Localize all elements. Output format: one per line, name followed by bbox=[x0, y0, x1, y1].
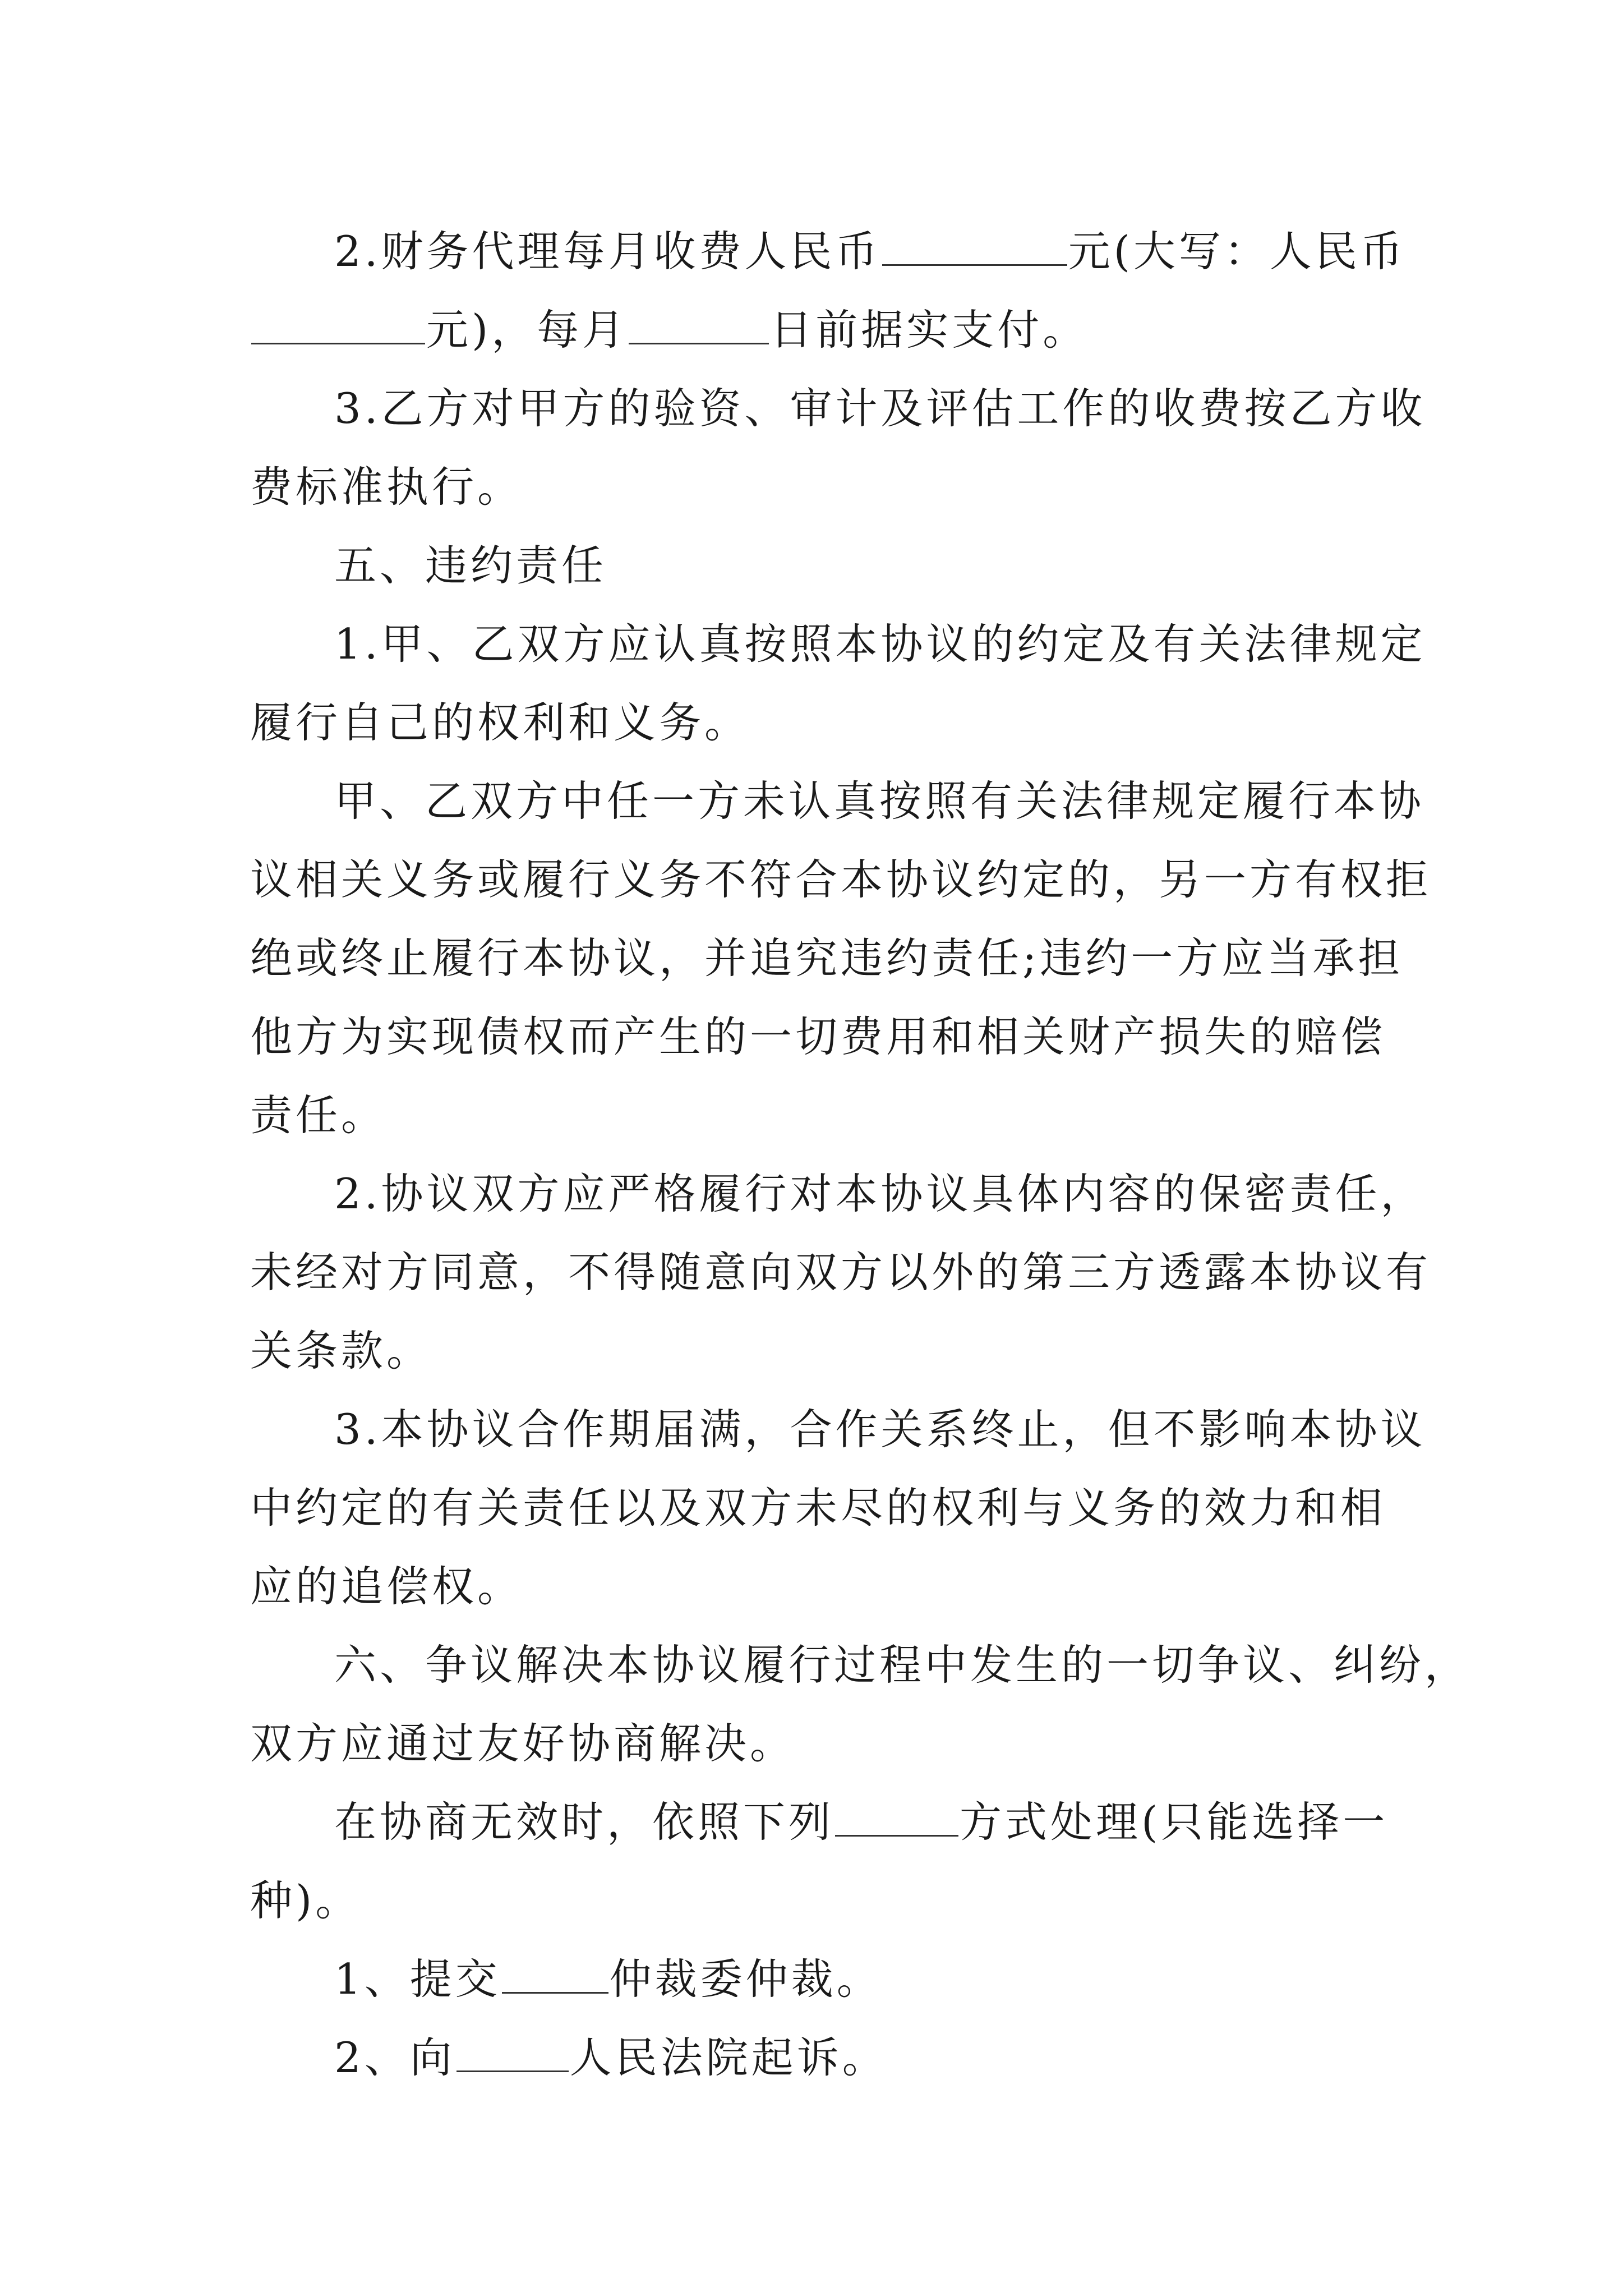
arbitration-blank bbox=[502, 1953, 608, 1994]
expiry-line-2: 中约定的有关责任以及双方未尽的权利与义务的效力和相 bbox=[250, 1483, 1386, 1533]
arbitration-text: 仲裁委仲裁。 bbox=[609, 1954, 882, 2004]
dispute-method-text: 在协商无效时，依照下列 bbox=[334, 1797, 834, 1847]
fee-clause-text: 元)，每月 bbox=[426, 305, 628, 355]
amount-blank bbox=[882, 225, 1067, 266]
confidentiality-line-3: 关条款。 bbox=[250, 1326, 432, 1375]
fee-clause-text: 元(大写：人民币 bbox=[1068, 227, 1406, 276]
audit-fee-line-1: 3.乙方对甲方的验资、审计及评估工作的收费按乙方收 bbox=[334, 384, 1426, 433]
liability-1-line-1: 1.甲、乙双方应认真按照本协议的约定及有关法律规定 bbox=[334, 619, 1426, 669]
dispute-method-line-1 bbox=[250, 1783, 1389, 1861]
court-option bbox=[250, 2018, 1377, 2097]
fee-clause-line-1 bbox=[250, 212, 1406, 291]
breach-line-3: 绝或终止履行本协议，并追究违约责任;违约一方应当承担 bbox=[250, 933, 1404, 983]
breach-line-2: 议相关义务或履行义务不符合本协议约定的，另一方有权拒 bbox=[250, 855, 1432, 904]
expiry-line-1: 3.本协议合作期届满，合作关系终止，但不影响本协议 bbox=[334, 1405, 1426, 1454]
fee-clause-text: 日前据实支付。 bbox=[770, 305, 1089, 355]
audit-fee-line-2: 费标准执行。 bbox=[250, 462, 523, 512]
fee-clause-line-2 bbox=[250, 291, 1377, 369]
breach-line-5: 责任。 bbox=[250, 1091, 387, 1140]
breach-line-4: 他方为实现债权而产生的一切费用和相关财产损失的赔偿 bbox=[250, 1012, 1386, 1061]
confidentiality-line-2: 未经对方同意，不得随意向双方以外的第三方透露本协议有 bbox=[250, 1248, 1432, 1297]
breach-line-1: 甲、乙双方中任一方未认真按照有关法律规定履行本协 bbox=[334, 776, 1425, 826]
document-body bbox=[250, 212, 1470, 2097]
dispute-line-1: 六、争议解决本协议履行过程中发生的一切争议、纠纷， bbox=[334, 1640, 1470, 1690]
arbitration-text: 1、提交 bbox=[334, 1954, 501, 2004]
liability-1-line-2: 履行自己的权利和义务。 bbox=[250, 698, 750, 747]
dispute-method-line-2: 种)。 bbox=[250, 1876, 361, 1925]
amount-words-blank bbox=[251, 303, 425, 344]
court-text: 2、向 bbox=[334, 2033, 455, 2082]
day-blank bbox=[629, 303, 769, 344]
dispute-method-text: 方式处理(只能选择一 bbox=[960, 1797, 1389, 1847]
section-heading-liability: 五、违约责任 bbox=[334, 541, 607, 590]
confidentiality-line-1: 2.协议双方应严格履行对本协议具体内容的保密责任， bbox=[334, 1169, 1426, 1218]
court-text: 人民法院起诉。 bbox=[569, 2033, 888, 2082]
arbitration-option bbox=[250, 1940, 1377, 2018]
fee-clause-text: 2.财务代理每月收费人民币 bbox=[334, 227, 881, 276]
expiry-line-3: 应的追偿权。 bbox=[250, 1562, 523, 1611]
court-blank bbox=[457, 2031, 569, 2072]
method-blank bbox=[835, 1796, 958, 1837]
dispute-line-2: 双方应通过友好协商解决。 bbox=[250, 1719, 796, 1768]
